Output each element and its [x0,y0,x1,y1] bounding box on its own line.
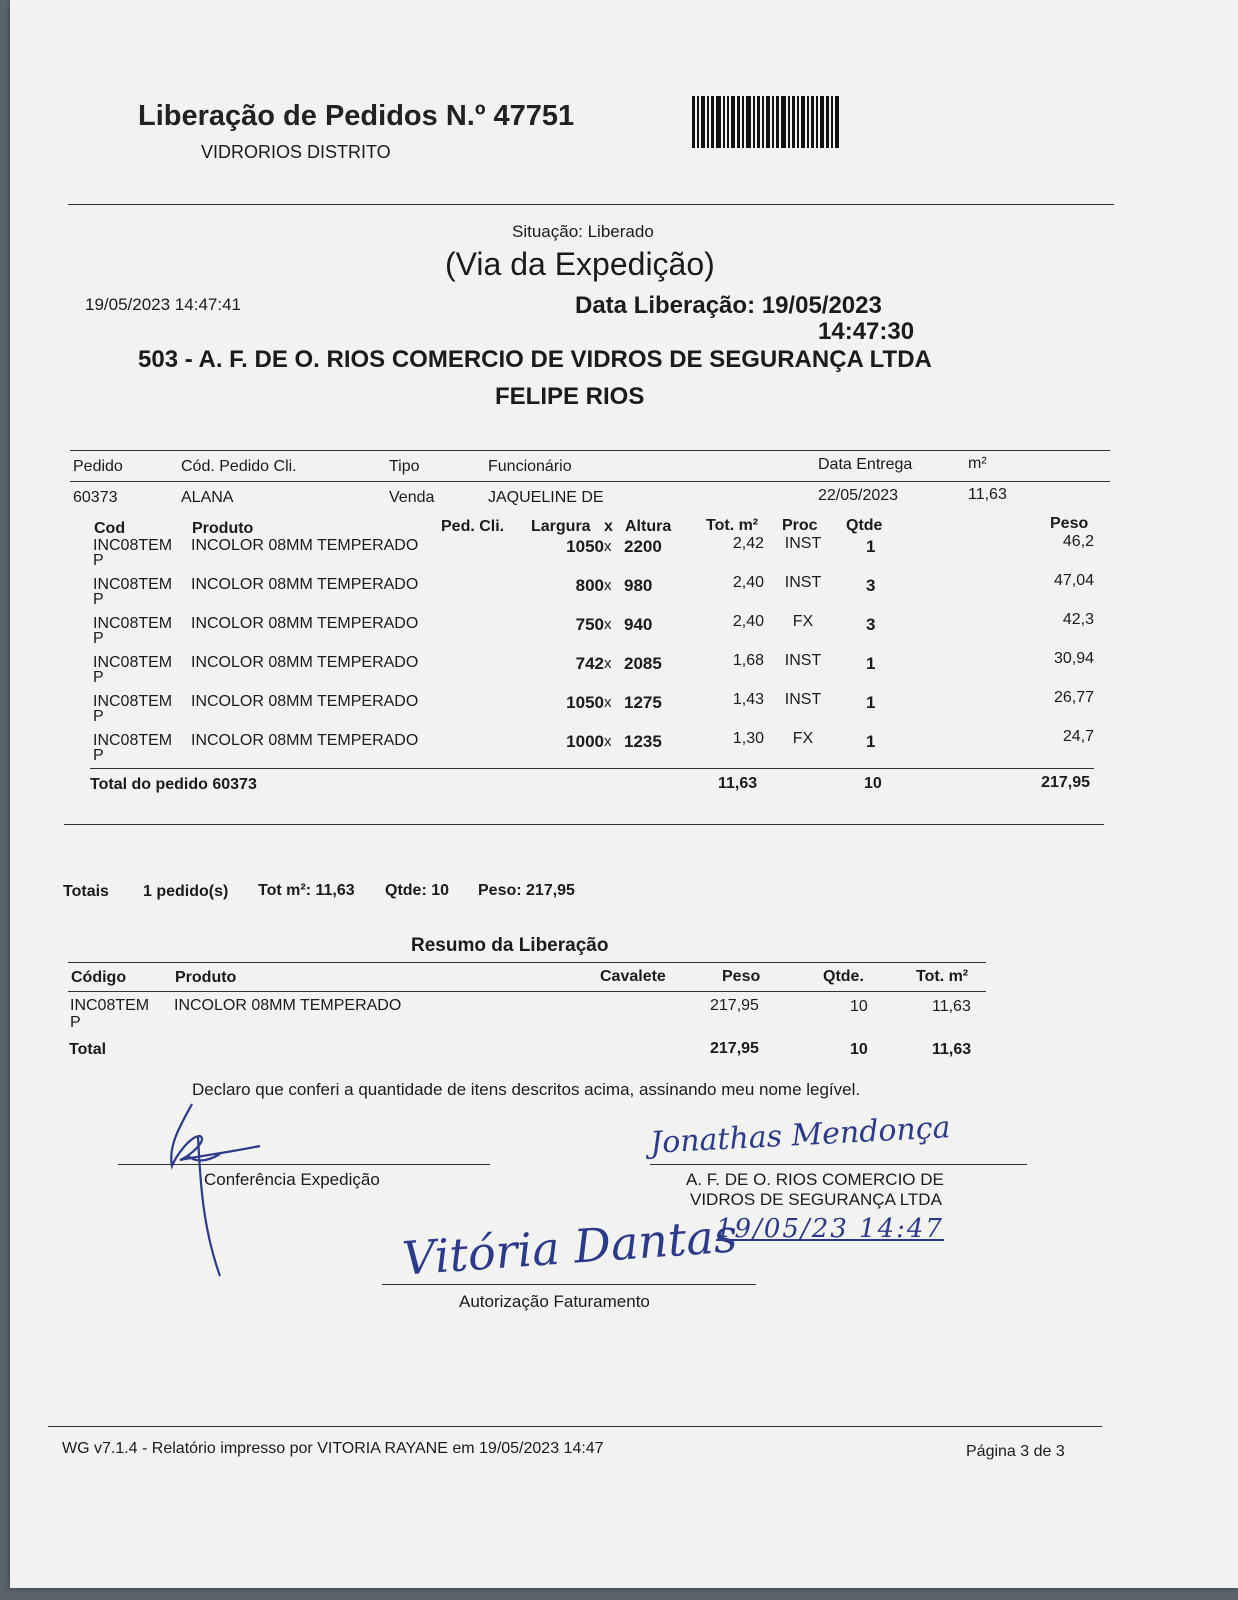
order-pedido: 60373 [73,489,118,506]
item-altura: 2200 [624,537,662,556]
company-name: VIDRORIOS DISTRITO [201,142,391,162]
item-qtde: 3 [866,576,876,595]
footer-divider [48,1426,1102,1427]
item-largura: 750 [575,615,604,634]
resumo-col-cavalete: Cavalete [600,968,666,985]
label-conferencia-expedicao: Conferência Expedição [204,1170,380,1189]
client-signature-label-1: A. F. DE O. RIOS COMERCIO DE [686,1170,944,1189]
item-peso: 24,7 [1062,728,1094,745]
item-tot-m2: 1,68 [732,652,764,669]
item-tot-m2: 1,43 [732,691,764,708]
item-tot-m2: 2,40 [732,613,764,630]
resumo-row-produto: INCOLOR 08MM TEMPERADO [174,997,402,1014]
client-signature-label-2: VIDROS DE SEGURANÇA LTDA [690,1190,942,1209]
order-tipo: Venda [389,489,435,506]
item-produto: INCOLOR 08MM TEMPERADO [191,576,419,593]
document-page [10,0,1238,1588]
totais-pedidos: 1 pedido(s) [143,883,229,900]
items-col-produto: Produto [192,520,254,537]
resumo-total-tot-m2: 11,63 [932,1041,972,1058]
item-largura: 1000 [566,732,604,751]
item-peso: 30,94 [1053,650,1094,667]
item-produto: INCOLOR 08MM TEMPERADO [191,654,419,671]
item-tot-m2: 1,30 [732,730,764,747]
item-altura: 2085 [624,654,662,673]
item-x: x [604,694,612,711]
items-col-altura: Altura [625,518,672,535]
data-liberacao: Data Liberação: 19/05/2023 [575,292,882,319]
items-col-peso: Peso [1050,515,1089,532]
item-cod-suffix: P [93,552,104,569]
totais-qtde: Qtde: 10 [385,882,450,899]
item-altura: 1275 [624,693,662,712]
resumo-row-codigo: INC08TEM P [70,997,150,1031]
item-proc: INST [784,574,822,591]
item-proc: INST [784,691,822,708]
order-total-peso: 217,95 [1041,774,1090,791]
item-produto: INCOLOR 08MM TEMPERADO [191,615,419,632]
item-cod-suffix: P [93,591,104,608]
item-cod: INC08TEM [93,576,173,593]
col-m2: m² [968,455,987,472]
col-cod-pedido-cli: Cód. Pedido Cli. [181,458,297,475]
order-data-entrega: 22/05/2023 [818,487,899,504]
divider [70,450,1110,451]
item-produto: INCOLOR 08MM TEMPERADO [191,693,419,710]
col-pedido: Pedido [73,458,123,475]
order-total-m2: 11,63 [718,775,758,792]
divider [68,204,1114,205]
items-col-proc: Proc [782,517,818,534]
barcode [692,96,892,148]
item-x: x [604,616,612,633]
item-peso: 42,3 [1062,611,1094,628]
signature-autorizacao-handwritten: Vitória Dantas [400,1208,739,1286]
resumo-col-tot-m2: Tot. m² [916,968,969,985]
item-peso: 46,2 [1062,533,1094,550]
item-qtde: 1 [866,654,876,673]
resumo-row-tot-m2: 11,63 [932,998,971,1015]
signature-conferencia-scribble [150,1096,280,1286]
divider [68,991,986,992]
items-col-cod: Cod [94,520,126,537]
item-largura: 1050 [566,693,604,712]
totais-peso: Peso: 217,95 [478,882,575,899]
signature-client-handwritten: Jonathas Mendonça [649,1110,952,1161]
items-col-qtde: Qtde [846,517,883,534]
item-proc: FX [792,613,814,630]
items-col-tot-m2: Tot. m² [706,517,759,534]
item-cod-suffix: P [93,708,104,725]
item-cod-suffix: P [93,747,104,764]
items-col-ped-cli: Ped. Cli. [441,518,505,535]
item-qtde: 3 [866,615,876,634]
footer-report-info: WG v7.1.4 - Relatório impresso por VITORIA RAYANE em 19/05/2023 14:47 [62,1440,604,1457]
item-tot-m2: 2,42 [732,535,764,552]
item-largura: 1050 [566,537,604,556]
item-qtde: 1 [866,732,876,751]
item-altura: 940 [624,615,653,634]
divider [68,962,986,963]
order-total-label: Total do pedido 60373 [90,776,257,793]
item-tot-m2: 2,40 [732,574,764,591]
data-liberacao-time: 14:47:30 [818,318,915,345]
items-col-largura: Largura [531,518,591,535]
item-largura: 742 [575,654,604,673]
totais-label: Totais [63,883,109,900]
item-largura: 800 [575,576,604,595]
item-peso: 26,77 [1053,689,1094,706]
print-datetime: 19/05/2023 14:47:41 [85,295,241,314]
item-x: x [604,733,612,750]
col-tipo: Tipo [389,458,420,475]
item-cod: INC08TEM [93,615,173,632]
col-data-entrega: Data Entrega [818,456,913,473]
divider [64,824,1104,825]
document-title: Liberação de Pedidos N.º 47751 [138,100,575,132]
label-autorizacao-faturamento: Autorização Faturamento [459,1292,650,1311]
order-funcionario: JAQUELINE DE [488,489,604,506]
resumo-title: Resumo da Liberação [411,935,609,956]
divider [90,768,1094,769]
signature-line-autorizacao [382,1284,756,1285]
resumo-total-qtde: 10 [850,1041,868,1058]
item-produto: INCOLOR 08MM TEMPERADO [191,537,419,554]
signature-date-handwritten: 19/05/23 14:47 [716,1214,944,1244]
resumo-row-qtde: 10 [850,998,868,1015]
item-cod: INC08TEM [93,537,173,554]
item-altura: 1235 [624,732,662,751]
item-qtde: 1 [866,537,876,556]
item-produto: INCOLOR 08MM TEMPERADO [191,732,419,749]
signature-line-client [650,1164,1027,1165]
order-total-qtde: 10 [864,775,882,792]
resumo-col-produto: Produto [175,969,237,986]
resumo-total-peso: 217,95 [710,1040,759,1057]
col-funcionario: Funcionário [488,458,572,475]
item-proc: FX [792,730,814,747]
declaration-text: Declaro que conferi a quantidade de itens descritos acima, assinando meu nome legível. [192,1080,861,1099]
situacao: Situação: Liberado [512,222,654,241]
totais-m2: Tot m²: 11,63 [258,882,355,899]
client-contact: FELIPE RIOS [495,383,645,410]
items-col-x: x [604,518,613,535]
item-altura: 980 [624,576,653,595]
resumo-col-codigo: Código [71,969,127,986]
resumo-row-peso: 217,95 [710,997,759,1014]
client-name: 503 - A. F. DE O. RIOS COMERCIO DE VIDROS DE SEGURANÇA LTDA [138,346,932,373]
footer-page-number: Página 3 de 3 [966,1443,1065,1460]
item-cod: INC08TEM [93,693,173,710]
item-cod: INC08TEM [93,654,173,671]
item-proc: INST [784,535,822,552]
resumo-col-qtde: Qtde. [823,968,864,985]
order-cod-pedido-cli: ALANA [181,489,234,506]
resumo-col-peso: Peso [722,968,761,985]
order-m2: 11,63 [968,486,1007,503]
item-x: x [604,577,612,594]
item-cod-suffix: P [93,630,104,647]
item-peso: 47,04 [1053,572,1094,589]
via-label: (Via da Expedição) [445,246,715,282]
item-x: x [604,538,612,555]
item-x: x [604,655,612,672]
item-proc: INST [784,652,822,669]
item-cod: INC08TEM [93,732,173,749]
divider [70,481,1110,482]
item-cod-suffix: P [93,669,104,686]
item-qtde: 1 [866,693,876,712]
resumo-total-label: Total [69,1041,107,1058]
